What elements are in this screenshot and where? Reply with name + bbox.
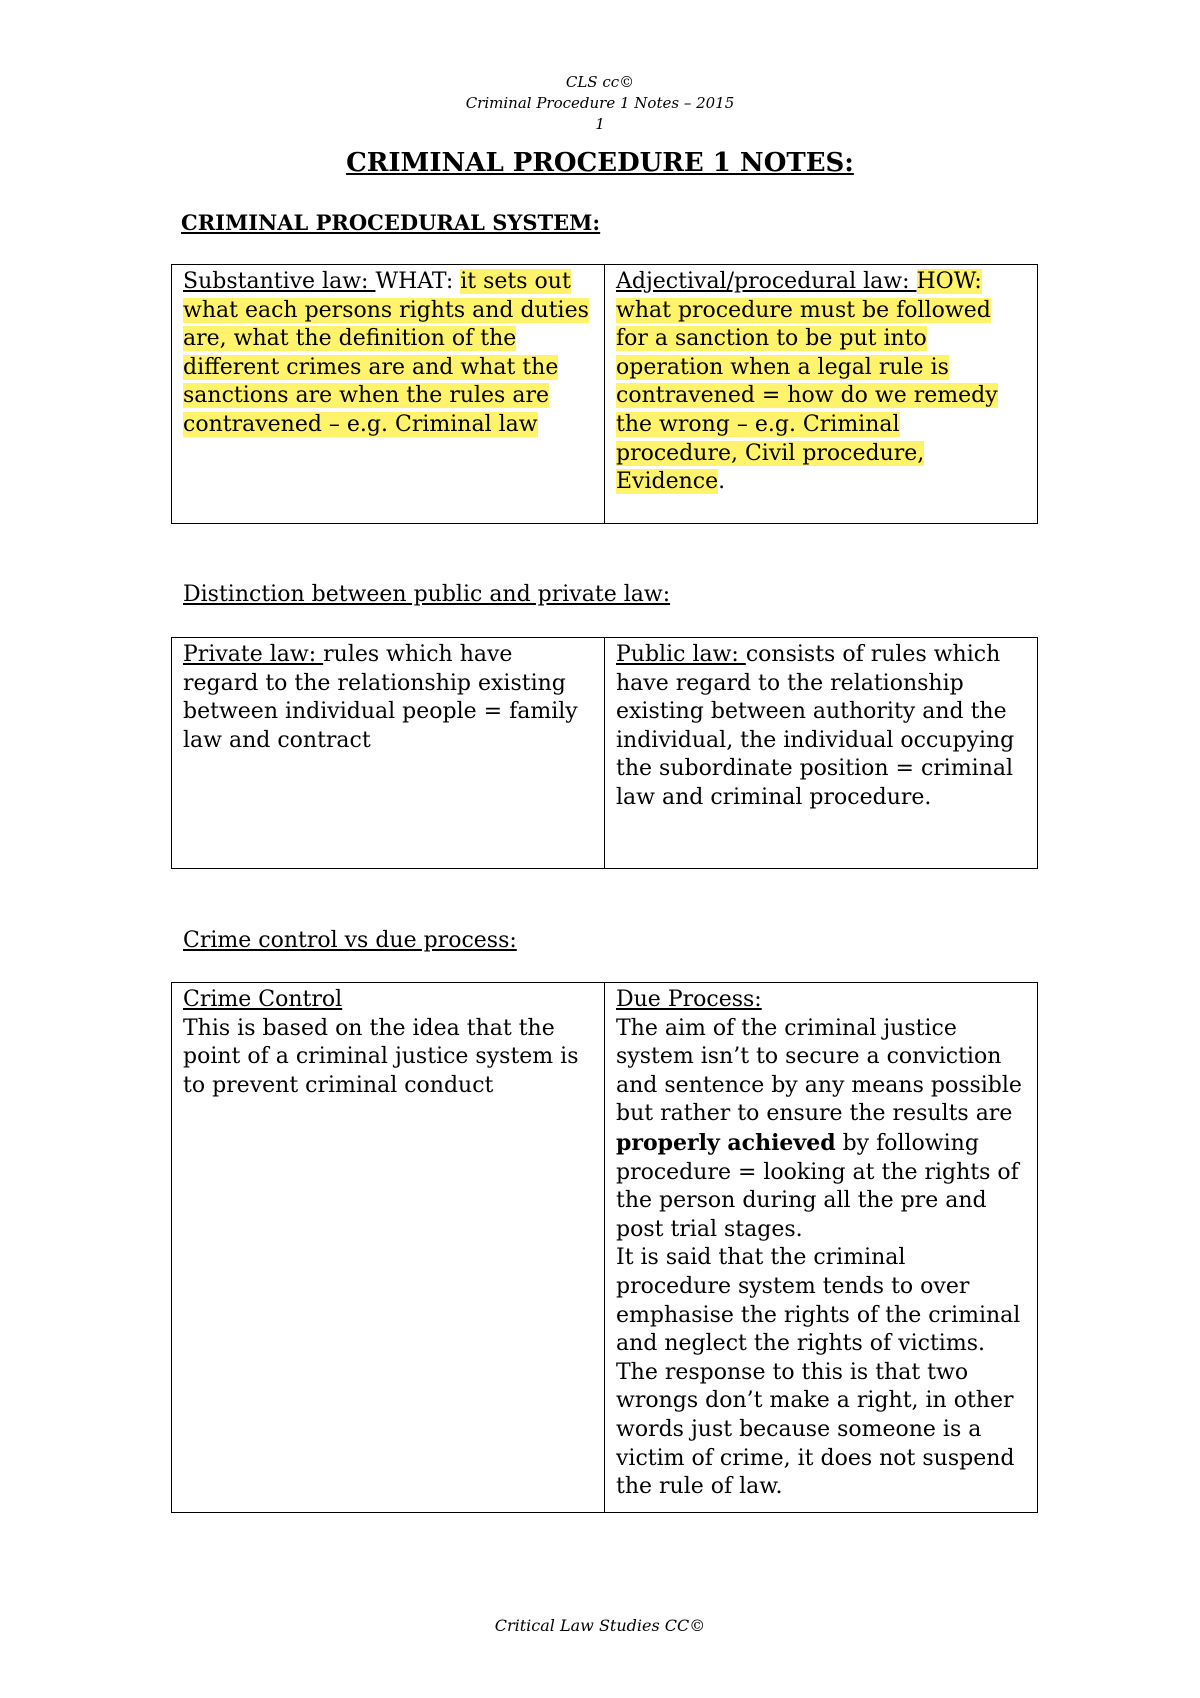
due-process-label: Due Process:: [616, 987, 762, 1012]
substantive-law-label: Substantive law:: [183, 269, 376, 294]
crime-control-heading: Crime control vs due process:: [183, 928, 517, 953]
procedural-law-label: Adjectival/procedural law:: [616, 269, 917, 294]
private-law-label: Private law:: [183, 642, 324, 667]
due-process-paragraph-2: It is said that the criminal procedure system tends to over emphasise the rights of the criminal and neglect the rights of victims. The response to this is that two wrongs don’t make a right, in other words just because someone is a victim of crime, it does not suspend the rule of law.: [616, 1245, 1021, 1500]
substantive-law-what: WHAT:: [375, 269, 461, 294]
public-private-heading: Distinction between public and private law:: [183, 582, 671, 607]
crime-control-due-process-table: [171, 982, 1038, 1513]
substantive-law-cell: [172, 265, 605, 524]
document-title: CRIMINAL PROCEDURE 1 NOTES:: [346, 148, 854, 178]
due-process-text-a: The aim of the criminal justice system isn’t to secure a conviction and sentence by any means possible but rather to ensure the results are: [616, 1015, 1022, 1127]
private-law-text: rules which have regard to the relationship existing between individual people = family law and contract: [183, 642, 578, 753]
due-process-bold: properly achieved: [616, 1129, 836, 1156]
header-page-number: 1: [595, 115, 605, 133]
procedural-law-text: HOW: what procedure must be followed for a sanction to be put into operation when a legal rule is contravened = how do we remedy the wrong – e.g. Criminal procedure, Civil procedure, Evidence: [616, 269, 998, 495]
substantive-law-text: it sets out what each persons rights and duties are, what the definition of the different crimes are and what the sanctions are when the rules are contravened – e.g. Criminal law: [183, 269, 589, 437]
table-row: [172, 265, 1038, 524]
crime-control-cell: [172, 983, 605, 1513]
public-private-table: [171, 637, 1038, 869]
section-title: CRIMINAL PROCEDURAL SYSTEM:: [181, 210, 601, 235]
header-document-title: Criminal Procedure 1 Notes – 2015: [465, 94, 735, 112]
page-header: [0, 72, 1200, 135]
procedural-law-end: .: [718, 469, 726, 495]
crime-control-text: This is based on the idea that the point of a criminal justice system is to prevent criminal conduct: [183, 1015, 579, 1098]
public-law-label: Public law:: [616, 642, 746, 667]
due-process-text-b: by following procedure = looking at the rights of the person during all the pre and post trial stages.: [616, 1130, 1019, 1242]
due-process-cell: [605, 983, 1038, 1513]
public-law-text: consists of rules which have regard to the relationship existing between authority and the individual, the individual occupying the subordinate position = criminal law and criminal procedure.: [616, 642, 1015, 810]
crime-control-label: Crime Control: [183, 987, 343, 1012]
header-company: CLS cc©: [565, 73, 635, 91]
public-law-cell: [605, 638, 1038, 869]
procedural-law-cell: [605, 265, 1038, 524]
table-row: [172, 638, 1038, 869]
private-law-cell: [172, 638, 605, 869]
page-footer: Critical Law Studies CC©: [494, 1616, 706, 1635]
table-row: [172, 983, 1038, 1513]
substantive-procedural-table: [171, 264, 1038, 524]
due-process-paragraph-1: [616, 1015, 1027, 1245]
